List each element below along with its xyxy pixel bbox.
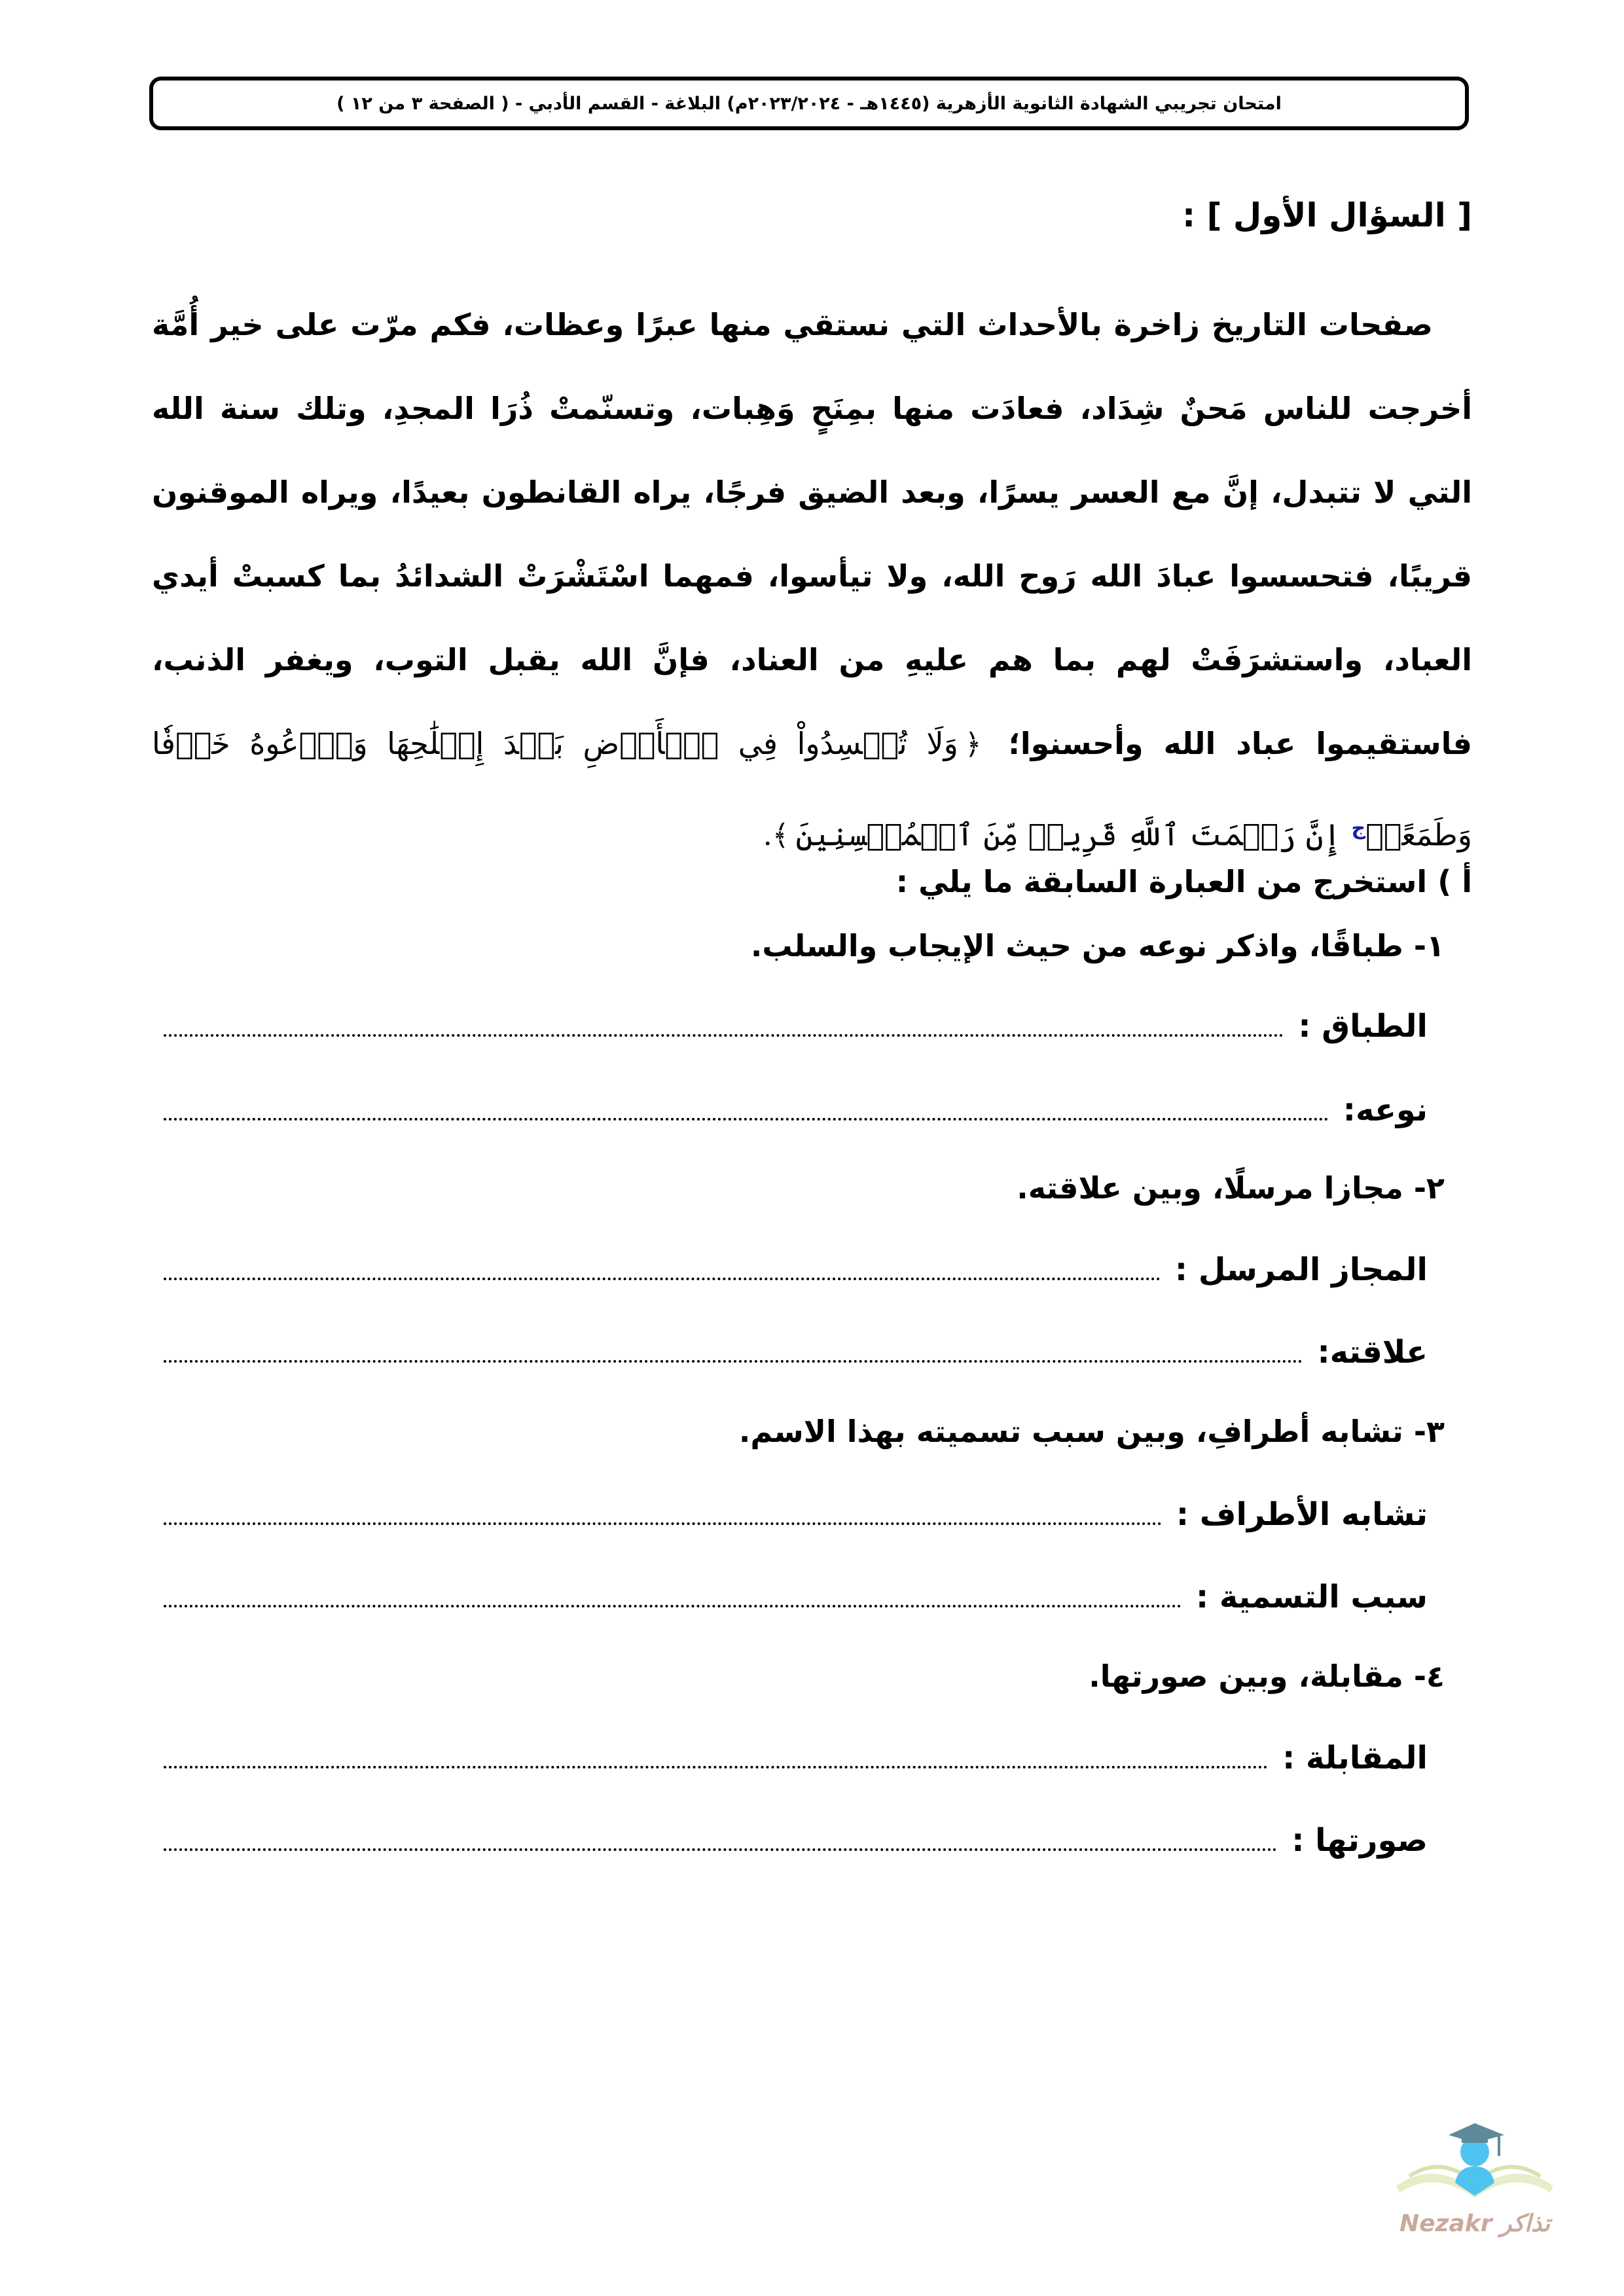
item-4-title: ٤- مقابلة، وبين صورتها. bbox=[1089, 1659, 1445, 1694]
answer-field-naming-reason[interactable] bbox=[164, 1602, 1182, 1607]
page-header bbox=[149, 77, 1469, 130]
answer-label: علاقته: bbox=[1317, 1334, 1428, 1371]
quran-verse-part2: إِنَّ رَحۡمَتَ ٱللَّهِ قَرِيبٞ مِّنَ ٱلۡمُحۡسِنِينَ bbox=[795, 817, 1341, 853]
answer-row-muqabala-form bbox=[164, 1822, 1428, 1859]
answer-row-muqabala bbox=[164, 1740, 1428, 1776]
quran-verse-part1: وَلَا تُفۡسِدُواْ فِي ٱلۡأَرۡضِ بَعۡدَ إِصۡلَٰحِهَا وَٱدۡعُوهُ خَوۡفٗا وَطَمَعًاۚ bbox=[152, 726, 1472, 853]
answer-field-tibaq[interactable] bbox=[164, 1031, 1284, 1037]
answer-label: سبب التسمية : bbox=[1195, 1579, 1428, 1615]
item-3-title: ٣- تشابه أطرافِ، وبين سبب تسميته بهذا الاسم. bbox=[738, 1414, 1445, 1449]
question-title: [ السؤال الأول ] : bbox=[1182, 196, 1472, 234]
answer-label: صورتها : bbox=[1291, 1822, 1428, 1859]
cap-base bbox=[1462, 2136, 1488, 2143]
verse-close-bracket: ﴾. bbox=[763, 819, 789, 853]
answer-row-tashabuh bbox=[164, 1496, 1428, 1533]
item-2-title: ٢- مجازا مرسلًا، وبين علاقته. bbox=[1017, 1170, 1445, 1206]
answer-label: المقابلة : bbox=[1282, 1740, 1428, 1776]
item-1-title: ١- طباقًا، واذكر نوعه من حيث الإيجاب والسلب. bbox=[750, 928, 1445, 963]
graduate-book-icon bbox=[1386, 2114, 1563, 2212]
nezakr-logo bbox=[1386, 2114, 1563, 2245]
logo-text: Nezakr تذاكر bbox=[1399, 2210, 1550, 2237]
passage-text: صفحات التاريخ زاخرة بالأحداث التي نستقي منها عبرًا وعظات، فكم مرّت على خير أُمَّة أخرجت للناس مَحنٌ شِدَاد، فعادَت منها بمِنَحٍ وَهِبات، وتسنّمتْ ذُرَا المجدِ، وتلك سنة الله التي لا تتبدل، إنَّ مع العسر يسرًا، وبعد الضيق فرجًا، يراه القانطون بعيدًا، ويراه الموقنون قريبًا، فتحسسوا عبادَ الله رَوح الله، ولا تيأسوا، فمهما اسْتَشْرَتْ الشدائدُ بما كسبتْ أيدي العباد، واستشرَفَتْ لهم بما هم عليهِ من العناد، فإنَّ الله يقبل التوب، ويغفر الذنب، فاستقيموا عباد الله وأحسنوا؛ bbox=[152, 307, 1472, 761]
answer-row-tibaq-type bbox=[164, 1092, 1428, 1128]
answer-row-naming-reason bbox=[164, 1579, 1428, 1615]
answer-row-majaz-relation bbox=[164, 1334, 1428, 1371]
answer-row-majaz bbox=[164, 1251, 1428, 1288]
section-a-instruction: أ ) استخرج من العبارة السابقة ما يلي : bbox=[895, 864, 1472, 899]
figure-body bbox=[1455, 2166, 1494, 2196]
answer-field-majaz-relation[interactable] bbox=[164, 1357, 1303, 1363]
answer-label: تشابه الأطراف : bbox=[1176, 1496, 1428, 1533]
answer-label: الطباق : bbox=[1298, 1008, 1428, 1045]
answer-field-muqabala[interactable] bbox=[164, 1763, 1268, 1768]
answer-row-tibaq bbox=[164, 1008, 1428, 1045]
pause-mark-icon: ج bbox=[1351, 817, 1366, 840]
answer-field-tashabuh[interactable] bbox=[164, 1520, 1162, 1525]
answer-label: المجاز المرسل : bbox=[1174, 1251, 1428, 1288]
answer-field-majaz[interactable] bbox=[164, 1275, 1161, 1280]
answer-field-muqabala-form[interactable] bbox=[164, 1846, 1277, 1851]
answer-label: نوعه: bbox=[1343, 1092, 1428, 1128]
header-title: امتحان تجريبي الشهادة الثانوية الأزهرية (١٤٤٥هـ - ٢٠٢٣/٢٠٢٤م) البلاغة - القسم الأدبي - ( الصفحة ٣ من ١٢ ) bbox=[336, 93, 1282, 114]
passage bbox=[152, 283, 1472, 878]
verse-open-bracket: ﴿ bbox=[964, 728, 982, 761]
answer-field-tibaq-type[interactable] bbox=[164, 1115, 1329, 1121]
